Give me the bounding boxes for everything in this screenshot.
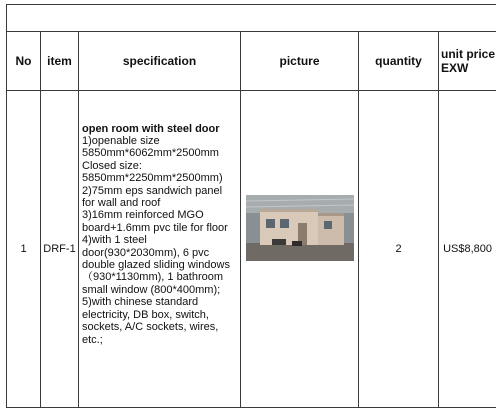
cell-no: 1: [7, 91, 41, 408]
header-unit-price-line2: EXW: [441, 61, 468, 75]
header-row: [7, 32, 496, 91]
spec-line: sockets, A/C sockets, wires,: [82, 321, 237, 333]
spec-line: 1)openable size: [82, 135, 237, 147]
cell-item: DRF-1: [41, 91, 79, 408]
cell-picture: [241, 91, 359, 408]
spec-line: 5)with chinese standard: [82, 296, 237, 308]
cell-unit-price: US$8,800: [439, 91, 496, 408]
blank-top-cell: [7, 5, 496, 32]
spec-line: 4)with 1 steel: [82, 234, 237, 246]
blank-top-row: [7, 5, 496, 32]
spec-title: open room with steel door: [82, 123, 237, 135]
header-specification: specification: [79, 32, 241, 91]
header-picture: picture: [241, 32, 359, 91]
header-no: No: [7, 32, 41, 91]
spec-line: 3)16mm reinforced MGO: [82, 209, 237, 221]
spec-line: for wall and roof: [82, 197, 237, 209]
spec-line: door(930*2030mm), 6 pvc: [82, 247, 237, 259]
header-unit-price: [439, 32, 496, 91]
cell-quantity: 2: [359, 91, 439, 408]
table-row: [7, 91, 496, 408]
spec-line: board+1.6mm pvc tile for floor: [82, 222, 237, 234]
spec-line: 2)75mm eps sandwich panel: [82, 185, 237, 197]
header-unit-price-line1: unit price: [441, 47, 495, 61]
spec-line: electricity, DB box, switch,: [82, 309, 237, 321]
cell-specification: [79, 91, 241, 408]
spec-line: etc.;: [82, 334, 237, 346]
spec-line: Closed size:: [82, 160, 237, 172]
header-quantity: quantity: [359, 32, 439, 91]
container-house-photo: [246, 195, 354, 261]
quotation-table: [6, 4, 496, 408]
spec-line: 5850mm*6062mm*2500mm: [82, 147, 237, 159]
spec-line: （930*1130mm), 1 bathroom: [82, 271, 237, 283]
spec-line: double glazed sliding windows: [82, 259, 237, 271]
header-item: item: [41, 32, 79, 91]
spec-line: 5850mm*2250mm*2500mm): [82, 172, 237, 184]
spec-line: small window (800*400mm);: [82, 284, 237, 296]
